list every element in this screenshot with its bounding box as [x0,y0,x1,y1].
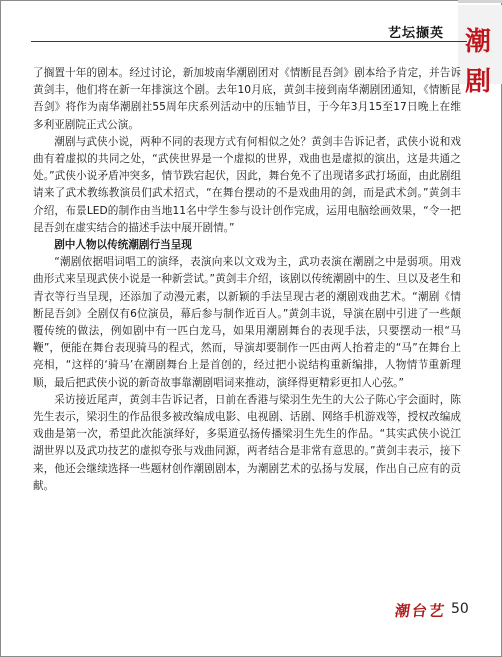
paragraph-2: 潮剧与武侠小说，两种不同的表现方式有何相似之处？黄剑丰告诉记者，武侠小说和戏曲有着虚拟的共同之处，“武侠世界是一个虚拟的世界，戏曲也是虚拟的演出，这是共通之处。”武侠小说矛盾冲突多，情节跌宕起伏，因此，舞台免不了出现诸多武打场面，由此剧组请来了武术教练教演员们武术招式，“在舞台摆动的不是戏曲用的剑，而是武术剑。”黄剑丰介绍，布景LED的制作由当地11名中学生参与设计创作完成，运用电脑绘画效果，“令一把昆吾剑在虚实结合的描述手法中展开剧情。” [33,135,461,234]
section-subheading: 剧中人物以传统潮剧行当呈现 [54,239,192,252]
journal-logo: 潮剧 [465,27,492,97]
page-number: 50 [451,601,469,617]
article-body [33,65,461,495]
paragraph-3: “潮剧依据唱词唱工的演绎，表演向来以文戏为主，武功表演在潮剧之中是弱项。用戏曲形式来呈现武侠小说是一种新尝试。”黄剑丰介绍，该剧以传统潮剧中的生、旦以及老生和青衣等行当呈现，还添加了动漫元素，以新颖的手法呈现古老的潮剧戏曲艺术。“潮剧《情断昆吾剑》全剧仅有6位演员，幕后参与制作近百人。”黄剑丰说，导演在剧中引进了一些颠覆传统的做法，例如剧中有一匹白龙马，如果用潮剧舞台的表现手法，只要摆动一根“马鞭”，便能在舞台表现骑马的程式，然而，导演却要制作一匹由两人抬着走的“马”在舞台上亮相，“这样的‘骑马’在潮剧舞台上是首创的，经过把小说结构重新编排，人物情节重新理顺，最后把武侠小说的新奇故事靠潮剧唱词来推动，演绎得更精彩更扣人心弦。” [33,256,461,389]
column-title: 艺坛撷英 [388,26,445,41]
header-tab-mark [458,0,502,3]
footer-logo: 潮台艺 [393,602,448,620]
paragraph-1: 了搁置十年的剧本。经过讨论，新加坡南华潮剧团对《情断昆吾剑》剧本给予肯定，并告诉黄剑丰，他们将在新一年排演这个剧。去年10月底，黄剑丰接到南华潮剧团通知，《情断昆吾剑》将作为南华潮剧社55周年庆系列活动中的压轴节目，于今年3月15至17日晚上在维多利亚剧院正式公演。 [33,67,461,131]
header-rule [31,41,467,42]
paragraph-4: 采访接近尾声，黄剑丰告诉记者，日前在香港与梁羽生先生的大公子陈心宇会面时，陈先生表示，梁羽生的作品很多被改编成电影、电视剧、话剧、网络手机游戏等，授权改编成戏曲是第一次，希望此次能演绎好，多渠道弘扬传播梁羽生先生的作品。“其实武侠小说江湖世界以及武功技艺的虚拟夸张与戏曲同源，两者结合是非常有意思的。”黄剑丰表示，接下来，他还会继续选择一些题材创作潮剧剧本，为潮剧艺术的弘扬与发展，作出自己应有的贡献。 [33,393,461,492]
